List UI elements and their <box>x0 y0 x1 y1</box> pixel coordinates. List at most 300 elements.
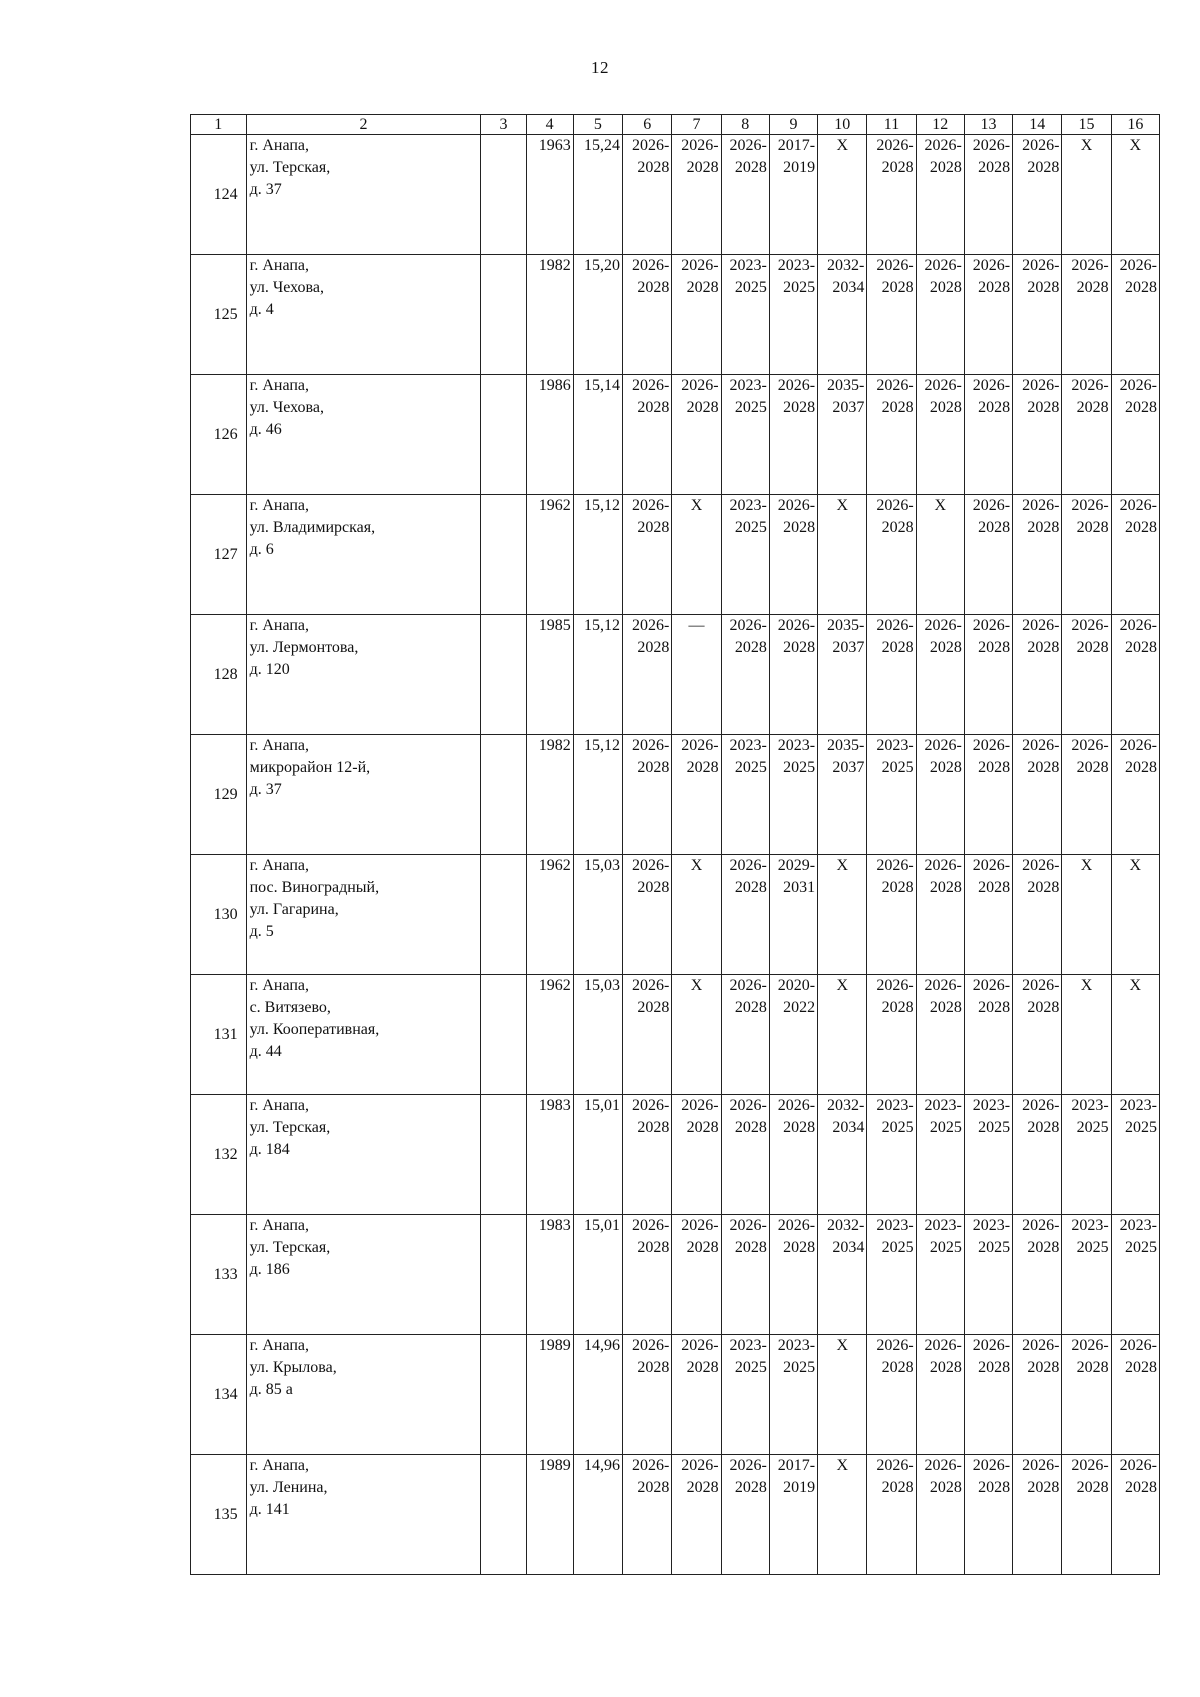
address-line: д. 186 <box>249 1261 290 1278</box>
period-mark: — <box>688 617 705 634</box>
period-cell <box>964 1215 1012 1335</box>
period-line: 2026- <box>876 257 914 274</box>
period-line: 2028 <box>881 279 914 296</box>
column-number: 12 <box>916 115 964 135</box>
period-line: 2028 <box>881 879 914 896</box>
period-line: 2029- <box>777 857 816 874</box>
period-line: 2026- <box>876 1337 914 1354</box>
period-line: 2026- <box>1119 737 1157 754</box>
address-line: г. Анапа, <box>249 137 310 154</box>
period-cell <box>1062 495 1111 615</box>
period-mark: X <box>836 857 848 874</box>
period-cell <box>769 1335 817 1455</box>
period-line: 2023- <box>972 1217 1011 1234</box>
period-line: 2023- <box>1119 1217 1157 1234</box>
period-cell <box>721 1335 769 1455</box>
period-line: 2028 <box>734 999 767 1016</box>
period-cell <box>916 855 964 975</box>
period-line: 2026- <box>1022 497 1060 514</box>
period-line: 2028 <box>686 279 719 296</box>
address-line: ул. Ленина, <box>249 1479 328 1496</box>
period-line: 2028 <box>1076 1359 1109 1376</box>
column-number: 16 <box>1111 115 1159 135</box>
period-line: 2026- <box>1071 257 1109 274</box>
period-line: 2023- <box>729 377 767 394</box>
period-line: 2028 <box>929 879 962 896</box>
column-number: 3 <box>481 115 526 135</box>
column-5-cell: 15,14 <box>573 375 622 495</box>
period-line: 2026- <box>924 617 962 634</box>
period-cell <box>672 375 721 495</box>
period-line: 2026- <box>972 857 1011 874</box>
period-cell <box>623 255 672 375</box>
period-line: 2026- <box>876 617 914 634</box>
table-row <box>191 1215 1160 1335</box>
period-cell <box>1013 1455 1062 1575</box>
period-line: 2026- <box>632 377 670 394</box>
period-cell <box>1062 1095 1111 1215</box>
period-cell <box>964 375 1012 495</box>
period-line: 2026- <box>1071 497 1109 514</box>
period-mark: X <box>1080 137 1093 154</box>
period-line: 2026- <box>1022 1457 1060 1474</box>
period-line: 2028 <box>978 279 1011 296</box>
period-cell <box>964 615 1012 735</box>
period-line: 2026- <box>729 1097 767 1114</box>
period-cell <box>1013 255 1062 375</box>
period-line: 2026- <box>924 977 962 994</box>
row-number: 130 <box>191 855 247 975</box>
period-line: 2032- <box>827 257 865 274</box>
period-line: 2026- <box>777 377 816 394</box>
period-line: 2028 <box>881 639 914 656</box>
period-line: 2026- <box>1022 1097 1060 1114</box>
period-line: 2028 <box>637 519 670 536</box>
period-line: 2028 <box>783 639 816 656</box>
period-line: 2026- <box>972 737 1011 754</box>
address-line: д. 44 <box>249 1043 282 1060</box>
period-mark: X <box>836 977 848 994</box>
period-mark: X <box>836 497 848 514</box>
period-line: 2028 <box>1076 759 1109 776</box>
period-line: 2026- <box>681 737 719 754</box>
period-line: 2028 <box>929 999 962 1016</box>
period-cell <box>769 855 817 975</box>
period-mark: X <box>690 857 703 874</box>
period-line: 2034 <box>832 1119 865 1136</box>
table-row <box>191 855 1160 975</box>
period-line: 2026- <box>632 737 670 754</box>
period-line: 2023- <box>729 257 767 274</box>
period-cell <box>672 735 721 855</box>
period-line: 2035- <box>827 617 865 634</box>
column-3-cell <box>481 735 526 855</box>
period-cell <box>818 975 867 1095</box>
period-cell <box>818 1335 867 1455</box>
period-line: 2026- <box>876 137 914 154</box>
address-line: ул. Терская, <box>249 1119 331 1136</box>
period-line: 2026- <box>632 1097 670 1114</box>
period-line: 2026- <box>681 1217 719 1234</box>
period-cell <box>867 495 916 615</box>
column-number: 9 <box>769 115 817 135</box>
period-line: 2026- <box>777 617 816 634</box>
period-line: 2028 <box>637 879 670 896</box>
period-line: 2028 <box>1125 759 1157 776</box>
period-line: 2026- <box>1022 1217 1060 1234</box>
address-line: г. Анапа, <box>249 1337 310 1354</box>
period-cell <box>867 135 916 255</box>
period-cell <box>721 1455 769 1575</box>
period-line: 2020- <box>777 977 816 994</box>
period-cell <box>672 615 721 735</box>
period-cell <box>623 615 672 735</box>
table-row <box>191 1455 1160 1575</box>
column-3-cell <box>481 975 526 1095</box>
period-cell <box>1062 615 1111 735</box>
column-number: 13 <box>964 115 1012 135</box>
period-line: 2023- <box>1071 1217 1109 1234</box>
period-line: 2028 <box>1125 1359 1157 1376</box>
period-cell <box>623 735 672 855</box>
period-cell <box>623 375 672 495</box>
address-line: ул. Крылова, <box>249 1359 337 1376</box>
period-line: 2028 <box>1125 399 1157 416</box>
period-cell <box>818 255 867 375</box>
address-line: д. 37 <box>249 181 282 198</box>
period-line: 2026- <box>1119 257 1157 274</box>
period-line: 2026- <box>972 977 1011 994</box>
period-mark: X <box>836 1457 848 1474</box>
period-line: 2025 <box>734 519 767 536</box>
period-cell <box>769 135 817 255</box>
address-cell <box>246 735 481 855</box>
period-line: 2026- <box>681 257 719 274</box>
period-cell <box>1111 1095 1159 1215</box>
period-line: 2025 <box>1076 1119 1109 1136</box>
address-line: ул. Терская, <box>249 159 331 176</box>
period-cell <box>964 735 1012 855</box>
period-line: 2026- <box>1071 1457 1109 1474</box>
period-line: 2028 <box>1076 1479 1109 1496</box>
row-number: 129 <box>191 735 247 855</box>
period-line: 2026- <box>924 137 962 154</box>
period-line: 2028 <box>929 1359 962 1376</box>
period-cell <box>769 1095 817 1215</box>
period-line: 2028 <box>734 159 767 176</box>
period-line: 2026- <box>632 1217 670 1234</box>
address-line: г. Анапа, <box>249 1457 310 1474</box>
column-5-cell: 15,24 <box>573 135 622 255</box>
period-line: 2028 <box>734 639 767 656</box>
period-line: 2026- <box>972 257 1011 274</box>
period-line: 2028 <box>1076 519 1109 536</box>
period-line: 2026- <box>1119 1337 1157 1354</box>
address-line: д. 4 <box>249 301 274 318</box>
row-number: 133 <box>191 1215 247 1335</box>
year-cell: 1962 <box>526 855 573 975</box>
period-line: 2025 <box>734 1359 767 1376</box>
period-cell <box>1062 855 1111 975</box>
period-line: 2026- <box>972 617 1011 634</box>
period-cell <box>769 495 817 615</box>
column-3-cell <box>481 1455 526 1575</box>
address-cell <box>246 255 481 375</box>
period-cell <box>964 855 1012 975</box>
page-number: 12 <box>591 58 609 77</box>
column-3-cell <box>481 1095 526 1215</box>
table-row <box>191 1095 1160 1215</box>
period-cell <box>1062 975 1111 1095</box>
period-line: 2028 <box>783 1239 816 1256</box>
address-line: г. Анапа, <box>249 257 310 274</box>
period-cell <box>1013 1215 1062 1335</box>
period-cell <box>1013 735 1062 855</box>
period-line: 2028 <box>978 399 1011 416</box>
period-line: 2028 <box>881 999 914 1016</box>
period-line: 2028 <box>881 1359 914 1376</box>
address-line: д. 46 <box>249 421 282 438</box>
period-cell <box>1062 1215 1111 1335</box>
period-line: 2028 <box>637 1239 670 1256</box>
period-cell <box>1013 375 1062 495</box>
period-line: 2028 <box>978 519 1011 536</box>
period-cell <box>818 1215 867 1335</box>
period-cell <box>964 495 1012 615</box>
column-5-cell: 14,96 <box>573 1335 622 1455</box>
period-line: 2028 <box>881 159 914 176</box>
period-line: 2028 <box>978 879 1011 896</box>
period-line: 2026- <box>681 1337 719 1354</box>
period-cell <box>867 735 916 855</box>
period-line: 2028 <box>929 639 962 656</box>
address-cell <box>246 135 481 255</box>
row-number: 127 <box>191 495 247 615</box>
period-line: 2026- <box>1022 377 1060 394</box>
period-line: 2023- <box>972 1097 1011 1114</box>
table-row <box>191 735 1160 855</box>
period-line: 2026- <box>1022 1337 1060 1354</box>
period-line: 2026- <box>632 977 670 994</box>
column-3-cell <box>481 855 526 975</box>
address-line: ул. Чехова, <box>249 279 324 296</box>
table-row <box>191 255 1160 375</box>
period-cell <box>721 135 769 255</box>
period-mark: X <box>1129 857 1142 874</box>
period-cell <box>721 495 769 615</box>
year-cell: 1962 <box>526 495 573 615</box>
period-line: 2028 <box>929 399 962 416</box>
period-cell <box>623 495 672 615</box>
period-cell <box>1111 375 1159 495</box>
period-cell <box>623 1335 672 1455</box>
period-line: 2028 <box>783 399 816 416</box>
period-line: 2025 <box>929 1239 962 1256</box>
address-line: ул. Владимирская, <box>249 519 376 536</box>
period-line: 2028 <box>929 159 962 176</box>
column-3-cell <box>481 255 526 375</box>
period-cell <box>916 1335 964 1455</box>
column-5-cell: 15,03 <box>573 975 622 1095</box>
period-cell <box>867 615 916 735</box>
row-number: 132 <box>191 1095 247 1215</box>
column-number: 1 <box>191 115 247 135</box>
period-line: 2026- <box>1119 377 1157 394</box>
period-line: 2026- <box>729 857 767 874</box>
period-cell <box>916 255 964 375</box>
period-line: 2026- <box>924 1457 962 1474</box>
period-cell <box>818 1455 867 1575</box>
period-line: 2025 <box>734 399 767 416</box>
address-line: ул. Кооперативная, <box>249 1021 380 1038</box>
column-number-row <box>191 115 1160 135</box>
table-row <box>191 375 1160 495</box>
period-line: 2026- <box>1119 497 1157 514</box>
period-line: 2028 <box>1027 1119 1060 1136</box>
address-line: г. Анапа, <box>249 977 310 994</box>
row-number: 126 <box>191 375 247 495</box>
period-line: 2023- <box>924 1217 962 1234</box>
year-cell: 1985 <box>526 615 573 735</box>
period-line: 2028 <box>929 1479 962 1496</box>
column-number: 11 <box>867 115 916 135</box>
period-line: 2026- <box>1119 617 1157 634</box>
address-cell <box>246 375 481 495</box>
year-cell: 1982 <box>526 255 573 375</box>
column-5-cell: 15,12 <box>573 495 622 615</box>
period-line: 2025 <box>881 1239 914 1256</box>
period-cell <box>867 1335 916 1455</box>
period-cell <box>1013 975 1062 1095</box>
period-cell <box>1111 255 1159 375</box>
address-line: д. 85 а <box>249 1381 293 1398</box>
period-line: 2028 <box>734 1239 767 1256</box>
period-line: 2031 <box>783 879 816 896</box>
address-cell <box>246 1335 481 1455</box>
period-cell <box>867 1455 916 1575</box>
period-line: 2028 <box>637 1119 670 1136</box>
year-cell: 1983 <box>526 1215 573 1335</box>
period-cell <box>721 255 769 375</box>
row-number: 131 <box>191 975 247 1095</box>
period-line: 2025 <box>734 279 767 296</box>
period-mark: X <box>1080 977 1093 994</box>
period-line: 2035- <box>827 737 865 754</box>
period-line: 2028 <box>1027 519 1060 536</box>
column-number: 7 <box>672 115 721 135</box>
period-line: 2026- <box>632 257 670 274</box>
period-cell <box>1111 855 1159 975</box>
period-line: 2026- <box>632 137 670 154</box>
period-cell <box>1062 375 1111 495</box>
column-5-cell: 15,12 <box>573 615 622 735</box>
period-cell <box>1013 1095 1062 1215</box>
period-cell <box>1013 855 1062 975</box>
period-cell <box>721 855 769 975</box>
period-line: 2026- <box>777 1097 816 1114</box>
year-cell: 1983 <box>526 1095 573 1215</box>
column-number: 14 <box>1013 115 1062 135</box>
period-line: 2026- <box>972 497 1011 514</box>
period-cell <box>818 735 867 855</box>
period-cell <box>672 495 721 615</box>
period-mark: X <box>836 137 848 154</box>
column-5-cell: 14,96 <box>573 1455 622 1575</box>
period-mark: X <box>690 977 703 994</box>
column-number: 5 <box>573 115 622 135</box>
period-line: 2035- <box>827 377 865 394</box>
period-line: 2037 <box>832 759 865 776</box>
period-mark: X <box>690 497 703 514</box>
period-line: 2023- <box>729 497 767 514</box>
table-row <box>191 135 1160 255</box>
period-cell <box>916 375 964 495</box>
year-cell: 1986 <box>526 375 573 495</box>
period-line: 2025 <box>734 759 767 776</box>
period-cell <box>1013 615 1062 735</box>
period-cell <box>769 375 817 495</box>
period-cell <box>672 855 721 975</box>
period-line: 2028 <box>881 1479 914 1496</box>
period-line: 2028 <box>978 999 1011 1016</box>
period-line: 2028 <box>1125 639 1157 656</box>
period-cell <box>867 255 916 375</box>
period-line: 2026- <box>632 497 670 514</box>
column-number: 15 <box>1062 115 1111 135</box>
period-line: 2026- <box>1022 977 1060 994</box>
period-line: 2023- <box>729 1337 767 1354</box>
period-line: 2028 <box>637 999 670 1016</box>
address-line: д. 6 <box>249 541 274 558</box>
period-cell <box>867 975 916 1095</box>
address-cell <box>246 1215 481 1335</box>
period-line: 2028 <box>1027 879 1060 896</box>
period-line: 2028 <box>734 1119 767 1136</box>
address-line: ул. Лермонтова, <box>249 639 359 656</box>
period-line: 2019 <box>783 1479 816 1496</box>
period-cell <box>867 1215 916 1335</box>
period-cell <box>623 1095 672 1215</box>
period-line: 2028 <box>1027 639 1060 656</box>
period-line: 2028 <box>686 1359 719 1376</box>
column-3-cell <box>481 1215 526 1335</box>
period-line: 2026- <box>876 857 914 874</box>
period-cell <box>818 375 867 495</box>
period-line: 2028 <box>1125 279 1157 296</box>
period-cell <box>1013 135 1062 255</box>
period-line: 2028 <box>1027 279 1060 296</box>
period-line: 2025 <box>1076 1239 1109 1256</box>
period-cell <box>623 1215 672 1335</box>
column-5-cell: 15,03 <box>573 855 622 975</box>
period-line: 2028 <box>978 759 1011 776</box>
period-line: 2026- <box>924 1337 962 1354</box>
period-line: 2026- <box>876 377 914 394</box>
period-cell <box>769 735 817 855</box>
period-line: 2023- <box>729 737 767 754</box>
address-line: г. Анапа, <box>249 1217 310 1234</box>
period-line: 2037 <box>832 639 865 656</box>
period-line: 2028 <box>1125 1479 1157 1496</box>
period-line: 2028 <box>783 1119 816 1136</box>
address-line: д. 184 <box>249 1141 290 1158</box>
period-cell <box>964 1335 1012 1455</box>
period-cell <box>1062 255 1111 375</box>
address-line: микрорайон 12-й, <box>249 759 371 776</box>
period-cell <box>964 975 1012 1095</box>
period-line: 2028 <box>637 159 670 176</box>
period-line: 2019 <box>783 159 816 176</box>
